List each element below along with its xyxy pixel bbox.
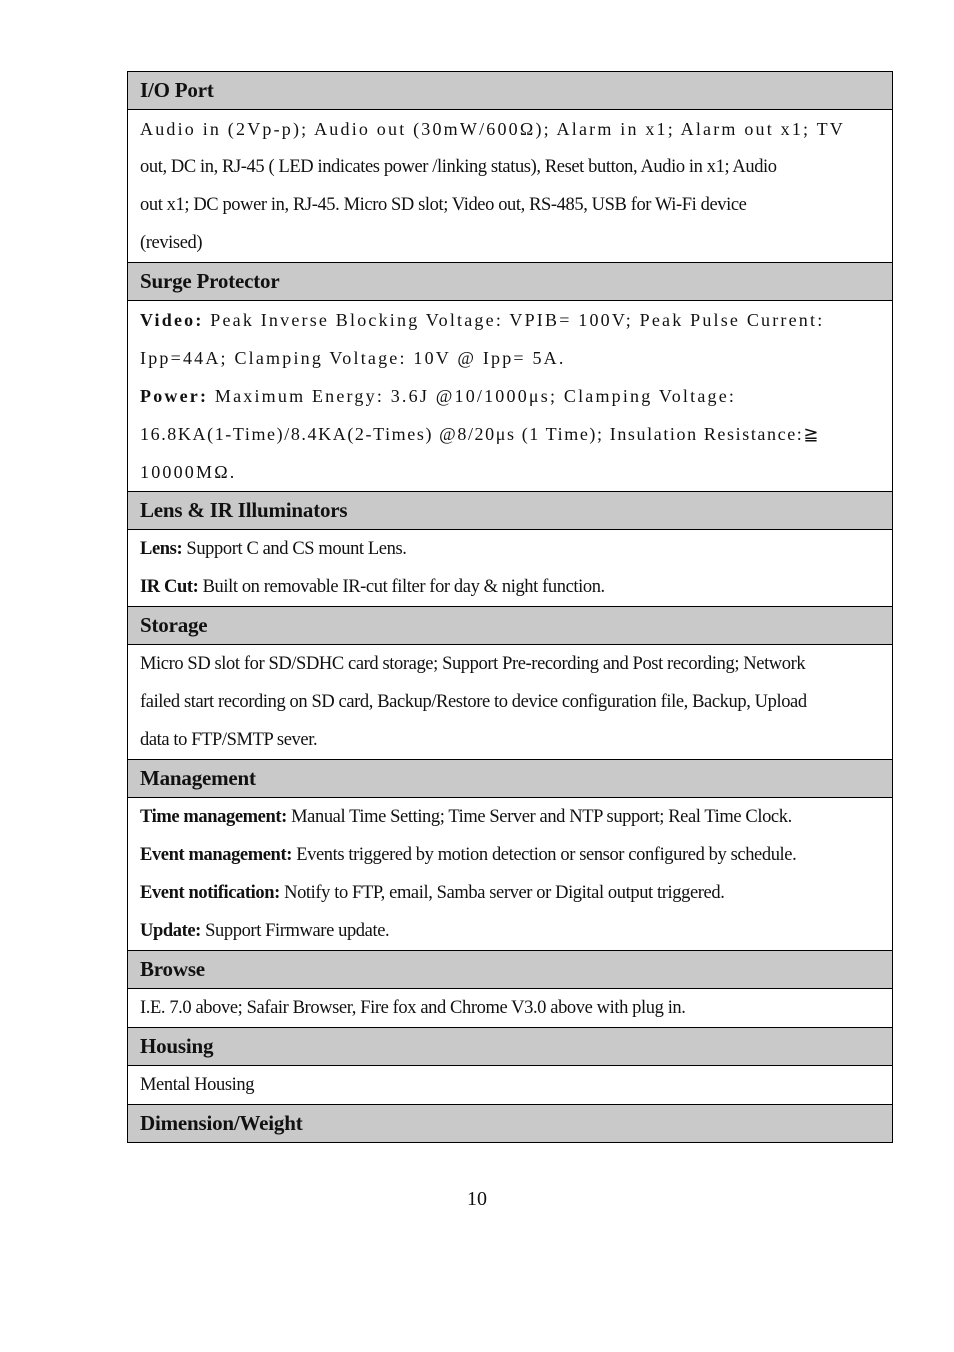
spec-text: Maximum Energy: 3.6J @10/1000μs; Clamping Voltage:	[208, 386, 737, 406]
spec-text: Notify to FTP, email, Samba server or Digital output triggered.	[279, 883, 725, 903]
spec-line	[140, 874, 880, 912]
section-header-browse: Browse	[128, 951, 892, 989]
section-header-management: Management	[128, 760, 892, 798]
section-body-browse	[128, 989, 892, 1028]
spec-line: Micro SD slot for SD/SDHC card storage; Support Pre-recording and Post recording; Network	[140, 654, 806, 674]
section-body-lens-ir	[128, 530, 892, 607]
spec-line: Ipp=44A; Clamping Voltage: 10V @ Ipp= 5A.	[140, 348, 566, 368]
spec-line	[140, 912, 880, 950]
spec-text: Support C and CS mount Lens.	[182, 539, 407, 559]
spec-line: (revised)	[140, 233, 203, 253]
spec-term: Event notification:	[140, 883, 280, 903]
spec-text: Peak Inverse Blocking Voltage: VPIB= 100V; Peak Pulse Current:	[203, 310, 825, 330]
section-body-io-port	[128, 110, 892, 263]
spec-text: Events triggered by motion detection or sensor configured by schedule.	[291, 845, 797, 865]
section-header-lens-ir: Lens & IR Illuminators	[128, 492, 892, 530]
spec-line: failed start recording on SD card, Backup/Restore to device configuration file, Backup, Upload	[140, 692, 807, 712]
section-body-storage	[128, 645, 892, 760]
spec-term: IR Cut:	[140, 577, 199, 597]
spec-line	[140, 798, 880, 836]
spec-line: out x1; DC power in, RJ-45. Micro SD slot; Video out, RS-485, USB for Wi-Fi device	[140, 195, 747, 215]
spec-line	[140, 530, 880, 568]
spec-line	[140, 301, 880, 339]
spec-line	[140, 377, 880, 415]
spec-term: Time management:	[140, 807, 287, 827]
spec-term: Lens:	[140, 539, 183, 559]
spec-text: Support Firmware update.	[200, 921, 390, 941]
spec-line	[140, 836, 880, 874]
spec-table	[127, 71, 893, 1143]
section-body-surge-protector	[128, 301, 892, 492]
section-body-housing	[128, 1066, 892, 1105]
section-body-management	[128, 798, 892, 951]
spec-line: 10000MΩ.	[140, 462, 237, 482]
section-header-housing: Housing	[128, 1028, 892, 1066]
spec-line	[140, 568, 880, 606]
spec-term: Event management:	[140, 845, 292, 865]
page-number: 10	[467, 1188, 487, 1210]
spec-line: Mental Housing	[140, 1075, 255, 1095]
section-header-surge-protector: Surge Protector	[128, 263, 892, 301]
spec-text: Built on removable IR-cut filter for day & night function.	[198, 577, 605, 597]
spec-line: data to FTP/SMTP sever.	[140, 730, 318, 750]
spec-line: Audio in (2Vp-p); Audio out (30mW/600Ω); Alarm in x1; Alarm out x1; TV	[140, 119, 846, 139]
spec-line: I.E. 7.0 above; Safair Browser, Fire fox and Chrome V3.0 above with plug in.	[140, 998, 686, 1018]
section-header-io-port: I/O Port	[128, 72, 892, 110]
spec-term: Video:	[140, 310, 204, 330]
spec-line: out, DC in, RJ-45 ( LED indicates power /linking status), Reset button, Audio in x1; Audio	[140, 157, 777, 177]
spec-line: 16.8KA(1-Time)/8.4KA(2-Times) @8/20μs (1 Time); Insulation Resistance:≧	[140, 424, 821, 444]
spec-term: Power:	[140, 386, 209, 406]
spec-text: Manual Time Setting; Time Server and NTP support; Real Time Clock.	[286, 807, 792, 827]
section-header-dimension-weight: Dimension/Weight	[128, 1105, 892, 1142]
spec-term: Update:	[140, 921, 201, 941]
section-header-storage: Storage	[128, 607, 892, 645]
